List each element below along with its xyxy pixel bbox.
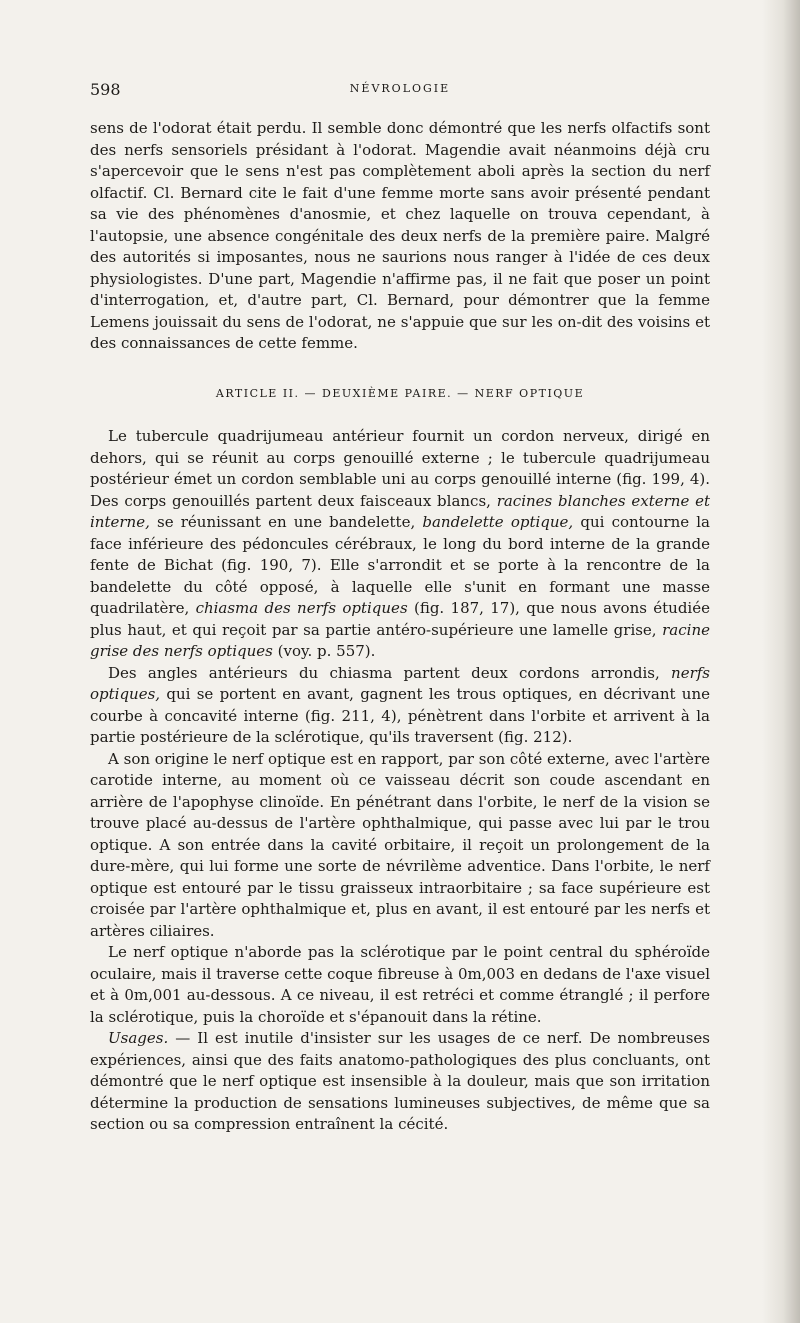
paragraph-olfactory-conclusion: sens de l'odorat était perdu. Il semble donc démontré que les nerfs olfactifs sont des nerfs sensoriels présidant à l'odorat. Magendie avait néanmoins déjà cru s'apercevoir que le sens n'est pas complètement aboli après la section du nerf olfactif. Cl. Bernard cite le fait d'une femme morte sans avoir présenté pendant sa vie des phénomènes d'anosmie, et chez laquelle on trouva cependant, à l'autopsie, une absence congénitale des deux nerfs de la première paire. Malgré des autorités si imposantes, nous ne saurions nous ranger à l'idée de ces deux physiologistes. D'une part, Magendie n'affirme pas, il ne fait que poser un point d'interrogation, et, d'autre part, Cl. Bernard, pour démontrer que la femme Lemens jouissait du sens de l'odorat, ne s'appuie que sur les on-dit des voisins et des connaissances de cette femme. (90, 119, 710, 352)
term-bandelette-optique: bandelette optique, (422, 513, 574, 531)
term-chiasma: chiasma des nerfs optiques (195, 599, 408, 617)
page-header (90, 80, 710, 104)
paragraph-usages (90, 1028, 710, 1136)
text-run: qui se portent en avant, gagnent les trous optiques, en décrivant une courbe à concavité interne (fig. 211, 4), pénètrent dans l'orbite et arrivent à la partie postérieure de la sclérotique, qu'ils traversent (fig. 212). (90, 685, 710, 746)
text-run: qui contourne la face inférieure des pédoncules cérébraux, le long du bord interne de la grande fente de Bichat (fig. 190, 7). Elle s'arrondit et se porte à la rencontre de la bandelette du côté opposé, à laquelle elle s'unit en formant une masse quadrilatère, (90, 513, 711, 617)
body-text (90, 118, 710, 1136)
running-head: NÉVROLOGIE (349, 82, 451, 95)
term-racine-grise: racine grise des nerfs optiques (90, 620, 710, 660)
paragraph-optic-relations: A son origine le nerf optique est en rapport, par son côté externe, avec l'artère carotide interne, au moment où ce vaisseau décrit son coude ascendant en arrière de l'apophyse clinoïde. En pénétrant dans l'orbite, le nerf de la vision se trouve placé au-dessus de l'artère ophthalmique, qui passe avec lui par le trou optique. A son entrée dans la cavité orbitaire, il reçoit un prolongement de la dure-mère, qui lui forme une sorte de névrilème adventice. Dans l'orbite, le nerf optique est entouré par le tissu graisseux intraorbitaire ; sa face supérieure est croisée par l'artère ophthalmique et, plus en avant, il est entouré par les nerfs et artères ciliaires. (90, 749, 710, 940)
text-run: Des angles antérieurs du chiasma partent deux cordons arrondis, (108, 663, 672, 682)
text-run: Le tubercule quadrijumeau antérieur fournit un cordon nerveux, dirigé en dehors, qui se réunit au corps genouillé externe ; le tubercule quadrijumeau postérieur émet un cordon semblable uni au corps genouillé interne (fig. 199, 4). Des corps genouillés partent deux faisceaux blancs, (90, 427, 710, 510)
term-nerfs-optiques: nerfs optiques, (90, 663, 710, 703)
term-usages: Usages. (108, 1029, 169, 1047)
text-run: — Il est inutile d'insister sur les usages de ce nerf. De nombreuses expériences, ainsi que des faits anatomo-pathologiques des plus concluants, ont démontré que le nerf optique est insensible à la douleur, mais que son irritation détermine la production de sensations lumineuses subjectives, de même que sa section ou sa compression entraînent la cécité. (90, 1029, 710, 1133)
page-edge-shadow (762, 0, 800, 1323)
article-heading: ARTICLE II. — DEUXIÈME PAIRE. — NERF OPTIQUE (215, 386, 585, 400)
term-racines-blanches: racines blanches externe et interne, (90, 491, 710, 531)
page-number: 598 (90, 80, 121, 99)
paragraph-optic-origin (90, 426, 710, 663)
paragraph-optic-nerves (90, 663, 710, 749)
text-run: se réunissant en une bandelette, (149, 513, 423, 531)
text-run: (voy. p. 557). (272, 642, 376, 660)
paragraph-sclerotic-entry: Le nerf optique n'aborde pas la sclérotique par le point central du sphéroïde oculaire, mais il traverse cette coque fibreuse à 0m,003 en dedans de l'axe visuel et à 0m,001 au-dessous. A ce niveau, il est retréci et comme étranglé ; il perfore la sclérotique, puis la choroïde et s'épanouit dans la rétine. (90, 943, 710, 1026)
text-run: (fig. 187, 17), que nous avons étudiée plus haut, et qui reçoit par sa partie antéro-supérieure une lamelle grise, (90, 599, 710, 639)
